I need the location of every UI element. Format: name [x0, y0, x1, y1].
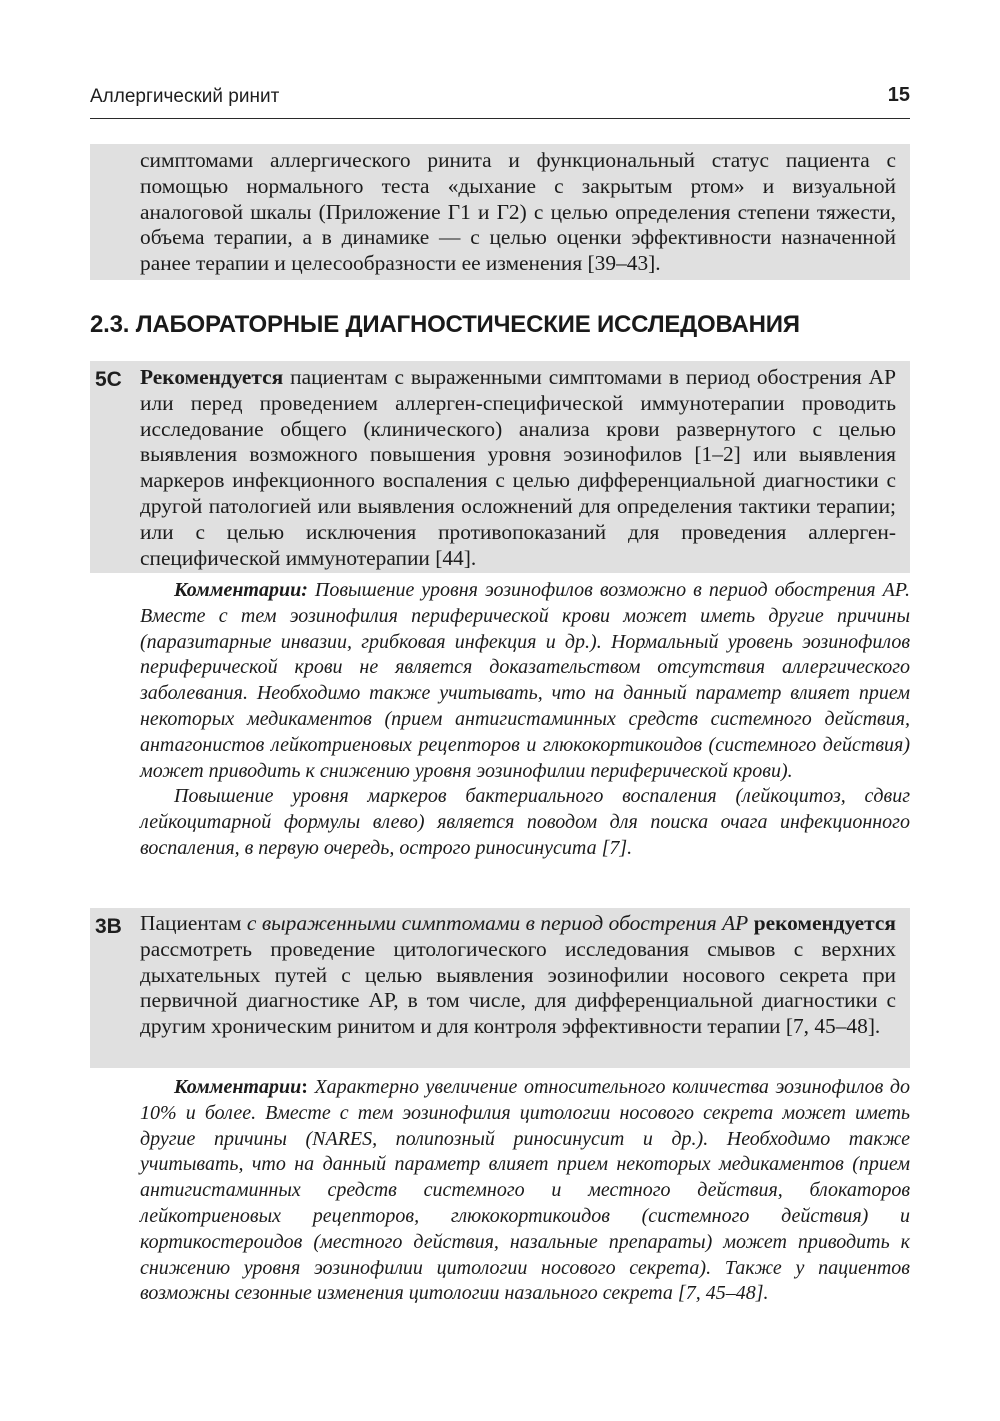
commentary-1-label: Комментарии: — [174, 579, 308, 601]
recommendation-2-italic: с выраженными симптомами в период обострения АР — [246, 911, 749, 935]
commentary-2 — [140, 1075, 910, 1307]
commentary-2-colon: : — [301, 1076, 308, 1098]
running-header — [90, 78, 910, 119]
page-number: 15 — [887, 84, 910, 106]
commentary-2-paragraph-1 — [140, 1075, 910, 1307]
running-title: Аллергический ринит — [90, 86, 280, 107]
section-heading: 2.3. ЛАБОРАТОРНЫЕ ДИАГНОСТИЧЕСКИЕ ИССЛЕДОВАНИЯ — [90, 311, 800, 338]
commentary-1 — [140, 578, 910, 862]
recommendation-2-text — [140, 911, 896, 1040]
recommendation-2-body: рассмотреть проведение цитологического исследования смывов с верхних дыхательных путей с целью выявления эозинофилии носового секрета при первичной диагностике АР, в том числе, для дифференциальной диагностики с другим хроническим ринитом и для контроля эффективности терапии [7, 45–48]. — [140, 936, 896, 1039]
recommendation-1-lead: Рекомендуется — [140, 365, 284, 389]
commentary-2-label: Комментарии — [174, 1076, 302, 1098]
commentary-1-paragraph-1 — [140, 578, 910, 784]
recommendation-1-body: пациентам с выраженными симптомами в период обострения АР или перед проведением аллерген-специфической иммунотерапии проводить исследование общего (клинического) анализа крови развернутого с целью выявления возможного повышения уровня эозинофилов [1–2] или выявления маркеров инфекционного воспаления с целью дифференциальной диагностики с другой патологией или выявления осложнений для определения тактики терапии; или с целью исключения противопоказаний для проведения аллерген-специфической иммунотерапии [44]. — [140, 365, 896, 570]
commentary-2-text-1: Характерно увеличение относительного количества эозинофилов до 10% и более. Вместе с тем эозинофилия цитологии носового секрета может иметь другие причины (NARES, полипозный риносинусит и др.). Необходимо также учитывать, что на данный параметр влияет прием некоторых медикаментов (прием антигистаминных средств системного и местного действия, блокаторов лейкотриеновых рецепторов, глюкокортикоидов (системного действия) и кортикостероидов (местного действия, назальные препараты) может приводить к снижению уровня эозинофилии цитологии носового секрета). Также у пациентов возможны сезонные изменения цитологии назального секрета [7, 45–48]. — [140, 1076, 910, 1305]
commentary-1-text-1: Повышение уровня эозинофилов возможно в период обострения АР. Вместе с тем эозинофилия периферической крови может иметь другие причины (паразитарные инвазии, грибковая инфекция и др.). Нормальный уровень эозинофилов периферической крови не является доказательством отсутствия аллергического заболевания. Необходимо также учитывать, что на данный параметр влияет прием некоторых медикаментов (прием антигистаминных средств системного действия, антагонистов лейкотриеновых рецепторов и глюкокортикоидов (системного действия) может приводить к снижению уровня эозинофилии периферической крови). — [140, 579, 910, 782]
recommendation-2-grade: 3B — [95, 915, 122, 938]
intro-text: симптомами аллергического ринита и функциональный статус пациента с помощью нормального теста «дыхание с закрытым ртом» и визуальной аналоговой шкалы (Приложение Г1 и Г2) с целью определения степени тяжести, объема терапии, а в динамике — с целью оценки эффективности назначенной ранее терапии и целесообразности ее изменения [39–43]. — [140, 148, 896, 276]
recommendation-1-text — [140, 365, 896, 571]
recommendation-2-lead: Пациентам — [140, 911, 247, 935]
recommendation-2-bold: рекомендуется — [748, 911, 896, 935]
recommendation-1-grade: 5C — [95, 368, 122, 391]
commentary-1-paragraph-2: Повышение уровня маркеров бактериального воспаления (лейкоцитоз, сдвиг лейкоцитарной формулы влево) является поводом для поиска очага инфекционного воспаления, в первую очередь, острого риносинусита [7]. — [140, 785, 910, 859]
